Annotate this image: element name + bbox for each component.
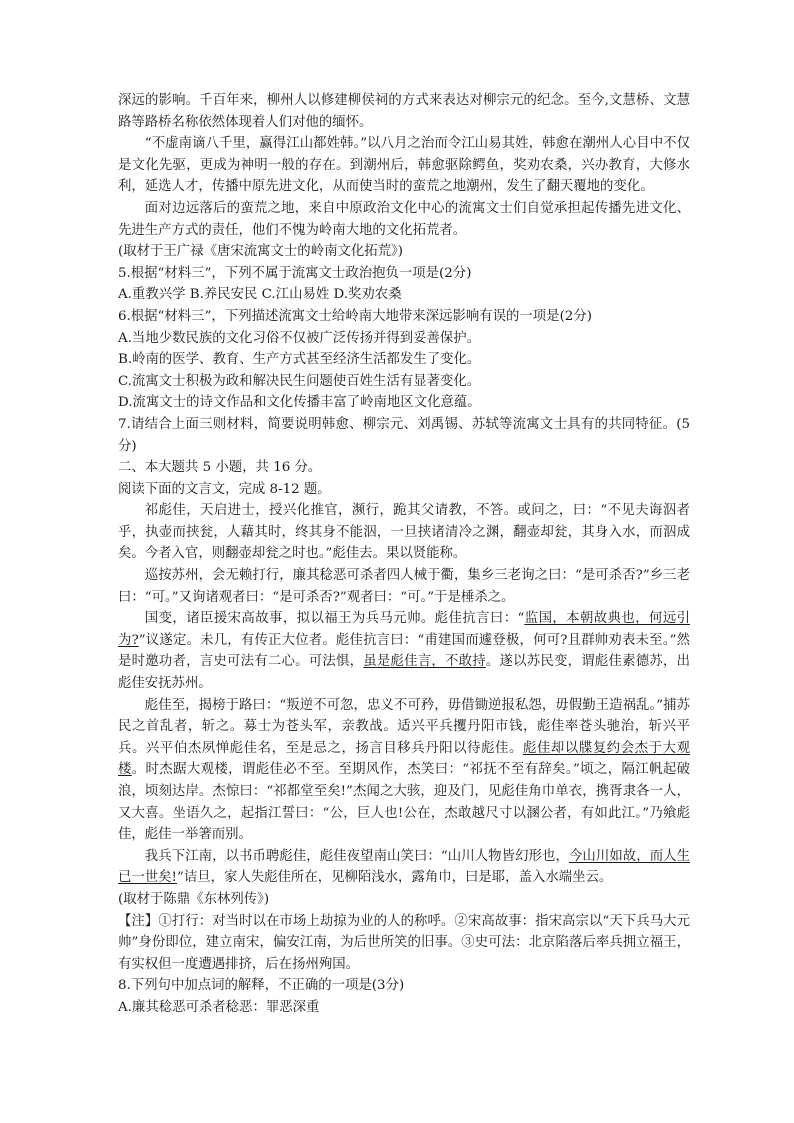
question-8-stem: 8.下列句中加点词的解释，不正确的一项是(3分) — [118, 978, 405, 994]
question-6-option-a: A.当地少数民族的文化习俗不仅被广泛传扬并得到妥善保护。 — [118, 330, 481, 346]
material3-source: (取材于王广禄《唐宋流寓文士的岭南文化拓荒》) — [118, 244, 403, 260]
classical-source: (取材于陈鼎《东林列传》) — [118, 891, 270, 907]
classical-paragraph — [118, 695, 690, 846]
classical-paragraph: 祁彪佳，天启进士，授兴化推官，濒行，跪其父请教，不答。或问之，曰：“不见夫诲泅者乎，执壶而挟瓮，人藉其时，终其身不能泅，一旦挟诸清冷之渊，翻壶却瓮，其身入水，而泅成矣。今者入官，则翻壶却瓮之时也。”彪佳去。果以贤能称。 — [118, 503, 690, 562]
underlined-sentence: 今山川如故，而人生已一世矣! — [118, 848, 690, 886]
material3-paragraph: 深远的影响。千百年来，柳州人以修建柳侯祠的方式来表达对柳宗元的纪念。至今,文慧桥、文慧路等路桥名称依然体现着人们对他的缅怀。 — [118, 93, 690, 130]
underlined-sentence: 虽是彪佳言，不敢持 — [363, 654, 486, 670]
text-segment: 我兵下江南，以书币聘彪佳，彪佳夜望南山笑曰：“山川人物皆幻形也， — [144, 848, 569, 864]
annotation-note: 【注】①打行：对当时以在市场上劫掠为业的人的称呼。②宋高故事：指宋高宗以“天下兵马大元帅”身份即位，建立南宋，偏安江南，为后世所笑的旧事。③史可法：北京陷落后率兵拥立福王，有实权但一度遭遇排挤，后在扬州殉国。 — [118, 913, 690, 972]
exam-page — [118, 90, 690, 1019]
classical-paragraph: 巡按苏州，会无赖打行，廉其稔恶可杀者四人械于衢，集乡三老询之曰：“是可杀否?”乡三老曰：“可。”又询诸观者曰：“是可杀否?”观者曰：“可。”于是棰杀之。 — [118, 568, 690, 605]
material3-paragraph: “不虚南谪八千里，赢得江山都姓韩。”以八月之治而令江山易其姓，韩愈在潮州人心目中不仅是文化先驱，更成为神明一般的存在。到潮州后，韩愈驱除鳄鱼，奖劝农桑，兴办教育，大修水利，延选人才，传播中原先进文化，从而使当时的蛮荒之地潮州，发生了翻天覆地的变化。 — [118, 136, 690, 195]
text-segment: 彪佳至，揭榜于路曰：“叛逆不可忽，忠义不可矜，毋借锄逆报私怨，毋假勤王造祸乱。”捕苏民之首乱者，斩之。募士为苍头军，亲教战。适兴平兵攫丹阳市钱，彪佳率苍头驰治，斩兴平兵。兴平伯杰夙惮彪佳名，至是忌之，扬言目移兵丹阳以待彪佳。 — [118, 697, 690, 756]
underlined-sentence: 彪佳却以牒复约会杰于大观楼 — [118, 740, 691, 778]
material3-paragraph: 面对边远落后的蛮荒之地，来自中原政治文化中心的流寓文士们自觉承担起传播先进文化、先进生产方式的责任，他们不愧为岭南大地的文化拓荒者。 — [118, 200, 690, 238]
text-segment: 国变，诸臣援宋高故事，拟以福王为兵马元帅。彪佳抗言曰：“ — [144, 611, 525, 627]
question-8-option-a: A.廉其稔恶可杀者稔恶：罪恶深重 — [118, 999, 320, 1015]
text-segment: 。时杰踞大观楼，谓彪佳必不至。至期风作，杰笑曰：“祁抚不至有辞矣。”顷之，隔江帆起破浪，顷刻达岸。杰惊曰：“祁都堂至矣!”杰闻之大骇，迎及门，见彪佳角巾单衣，携胥隶各一人，又大喜。坐语久之，起指江誓曰：“公，巨人也!公在，杰敢越尺寸以溷公者，有如此江。”乃飨彪佳，彪佳一举箸而别。 — [118, 762, 690, 843]
classical-paragraph — [118, 846, 690, 889]
section-2-heading: 二、本大题共 5 小题，共 16 分。 — [118, 460, 322, 476]
text-segment: 。遂以苏民变，谓彪佳素德苏，出彪佳安抚苏州。 — [118, 654, 691, 692]
classical-paragraph — [118, 608, 690, 694]
question-6-option-d: D.流寓文士的诗文作品和文化传播丰富了岭南地区文化意蕴。 — [118, 395, 481, 411]
question-7-stem: 7.请结合上面三则材料，简要说明韩愈、柳宗元、刘禹锡、苏轼等流寓文士具有的共同特征。(5分) — [118, 416, 690, 454]
text-segment: ”诘旦，家人失彪佳所在，见柳陌浅水，露角巾，曰是耶，盖入水端坐云。 — [176, 870, 613, 886]
question-6-stem: 6.根据“材料三”，下列描述流寓文士给岭南大地带来深远影响有误的一项是(2分) — [118, 308, 592, 324]
question-5-stem: 5.根据“材料三”，下列不属于流寓文士政治抱负一项是(2分) — [118, 265, 472, 281]
text-segment: ”议遂定。未几，有传正大位者。彪佳抗言曰：“甫建国而遽登极，何可?且群帅劝表未至。”然是时邀功者，言史可法有二心。可法惧， — [118, 632, 690, 670]
question-6-option-b: B.岭南的医学、教育、生产方式甚至经济生活都发生了变化。 — [118, 352, 481, 368]
section-2-intro: 阅读下面的文言文，完成 8-12 题。 — [118, 481, 331, 497]
question-6-option-c: C.流寓文士积极为政和解决民生问题使百姓生活有显著变化。 — [118, 373, 481, 389]
question-5-options: A.重教兴学 B.养民安民 C.江山易姓 D.奖劝农桑 — [118, 287, 402, 303]
underlined-sentence: 监国，本朝故典也，何远引为? — [118, 611, 691, 648]
